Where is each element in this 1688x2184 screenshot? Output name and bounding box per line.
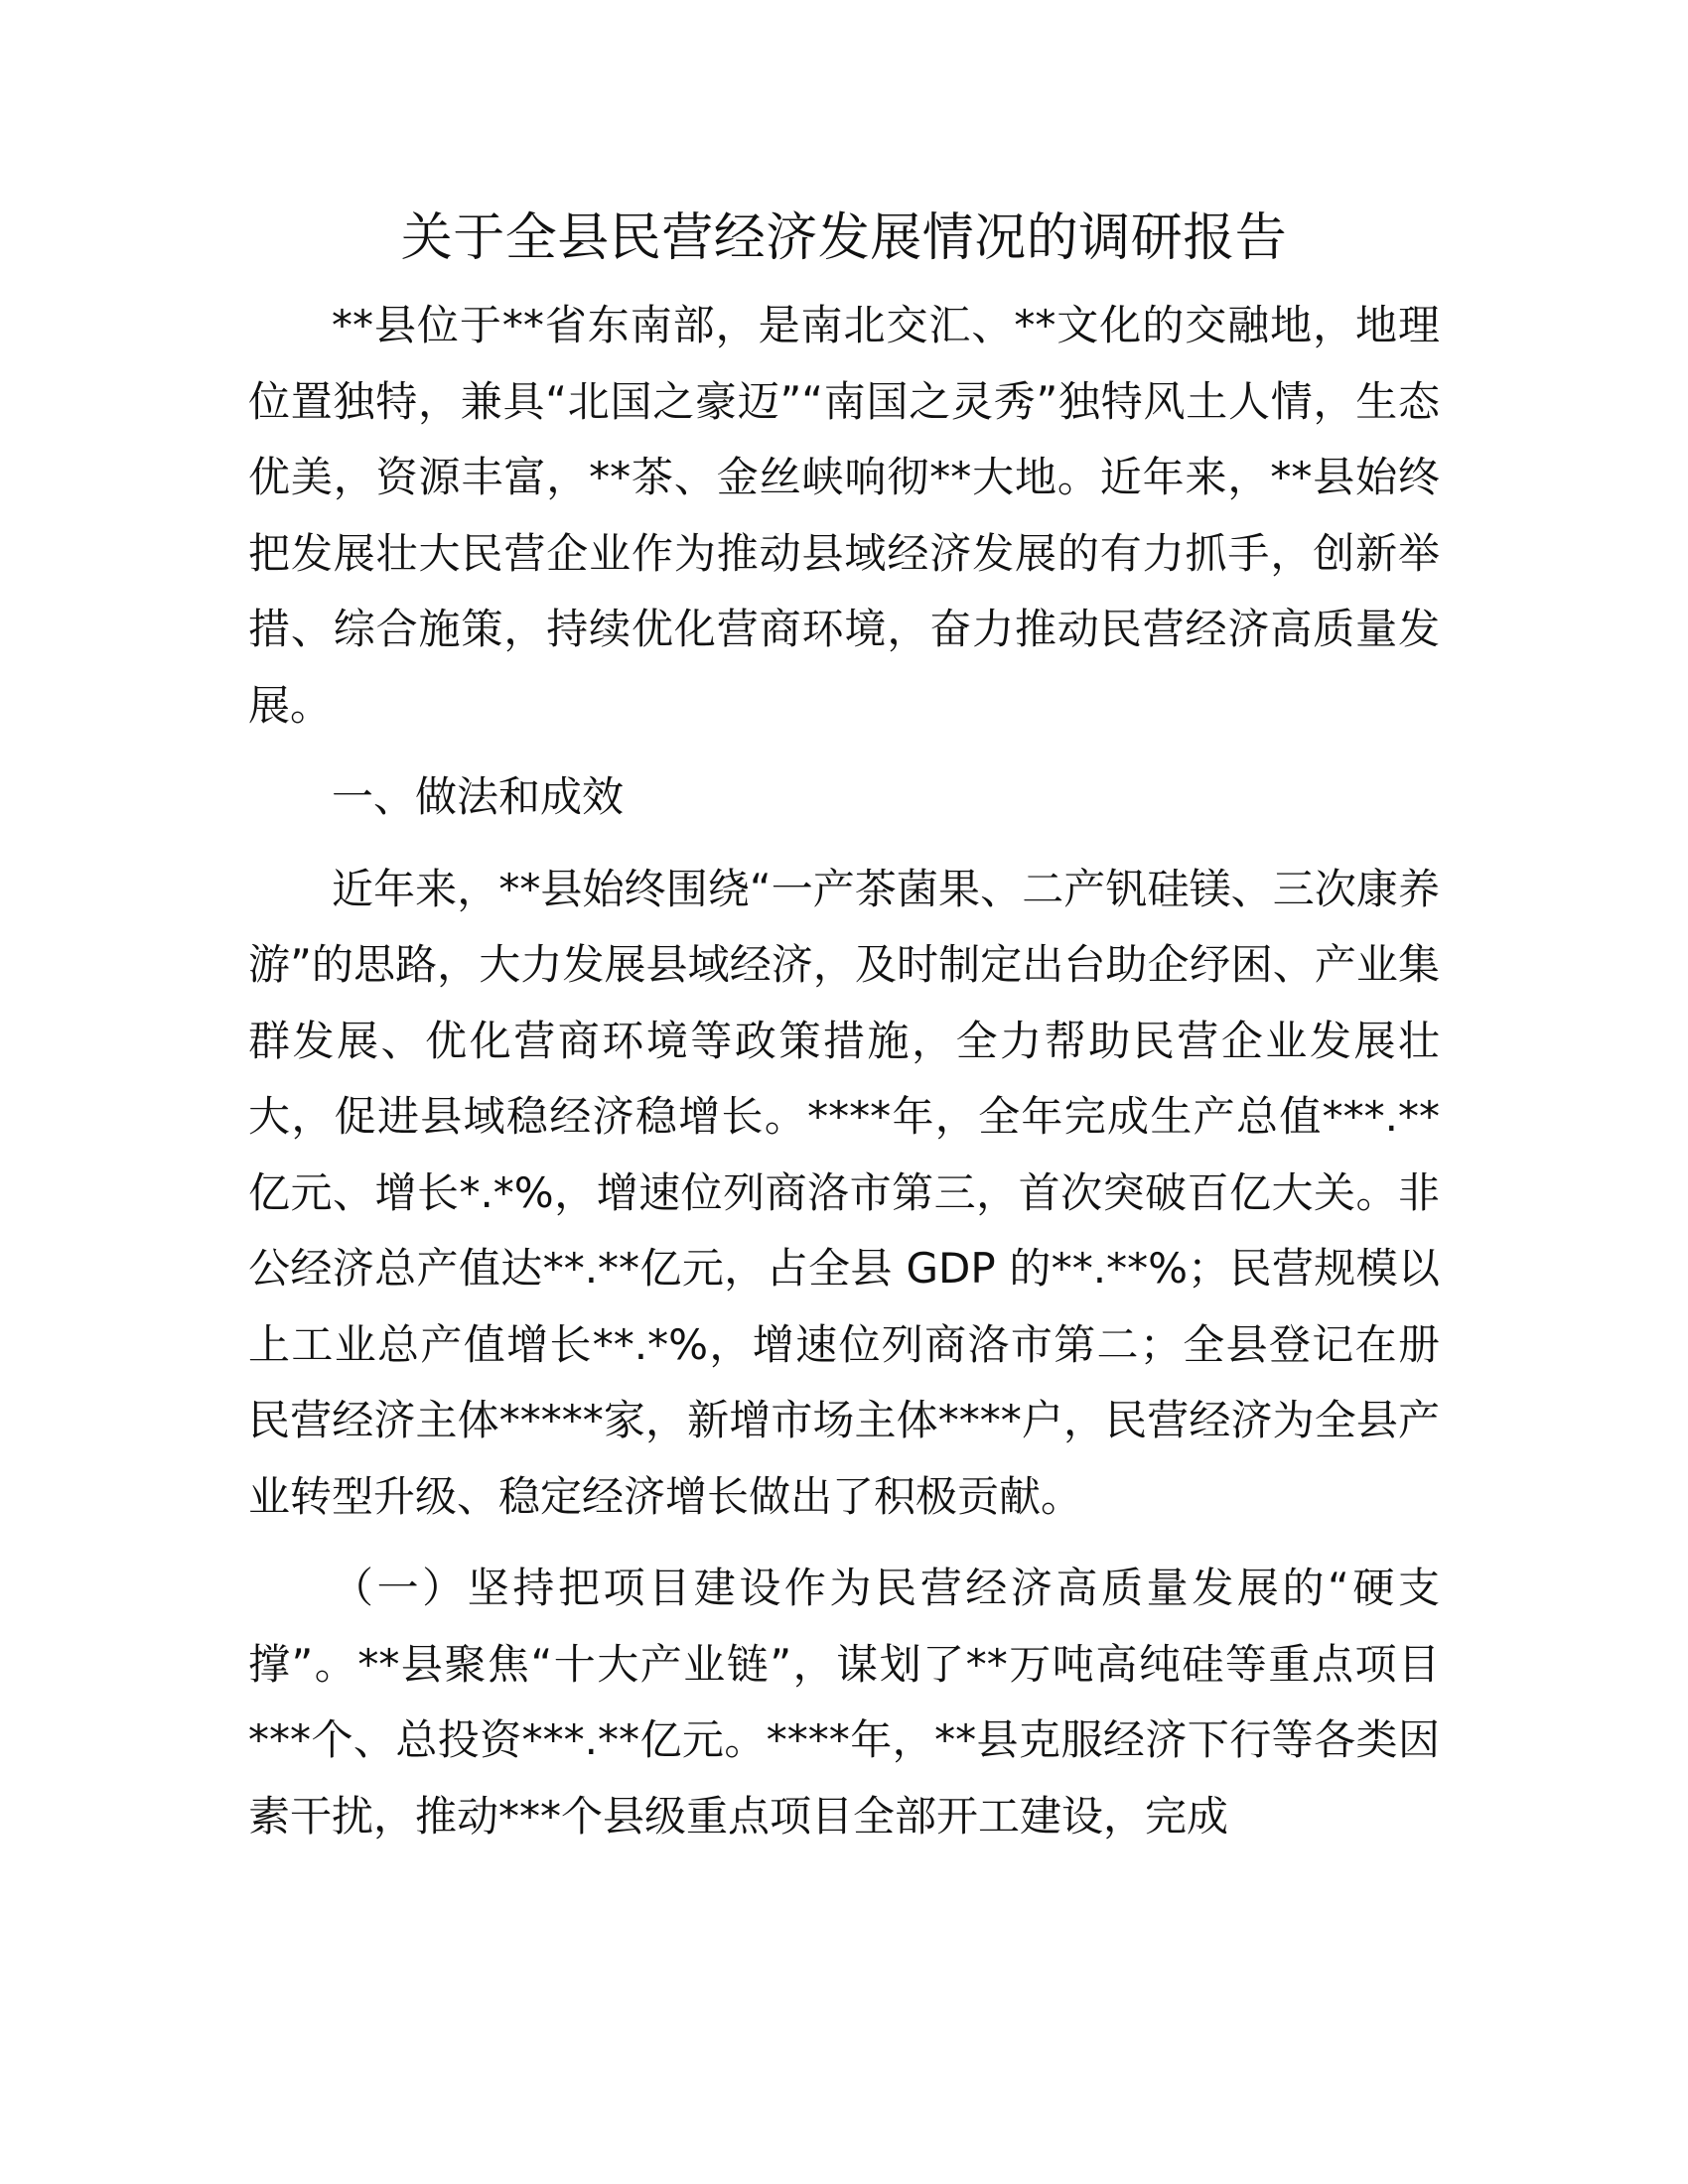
section-heading: 一、做法和成效 — [332, 772, 625, 821]
document-body — [248, 199, 1440, 1854]
intro-paragraph: **县位于**省东南部，是南北交汇、**文化的交融地，地理位置独特，兼具“北国之豪迈”“南国之灵秀”独特风土人情，生态优美，资源丰富，**茶、金丝峡响彻**大地。近年来，**县始终把发展壮大民营企业作为推动县域经济发展的有力抓手，创新举措、综合施策，持续优化营商环境，奋力推动民营经济高质量发展。 — [248, 301, 1440, 730]
spacer — [248, 278, 1440, 288]
spacer — [248, 1535, 1440, 1551]
spacer — [248, 744, 1440, 759]
subsection-paragraph: （一）坚持把项目建设作为民营经济高质量发展的“硬支撑”。**县聚焦“十大产业链”，谋划了**万吨高纯硅等重点项目***个、总投资***.**亿元。****年，**县克服经济下行等各类因素干扰，推动***个县级重点项目全部开工建设，完成 — [248, 1564, 1440, 1841]
section-paragraph: 近年来，**县始终围绕“一产茶菌果、二产钒硅镁、三次康养游”的思路，大力发展县域经济，及时制定出台助企纾困、产业集群发展、优化营商环境等政策措施，全力帮助民营企业发展壮大，促进县域稳经济稳增长。****年，全年完成生产总值***.**亿元、增长*.*%，增速位列商洛市第三，首次突破百亿大关。非公经济总产值达**.**亿元，占全县 GDP 的**.**%；民营规模以上工业总产值增长**.*%，增速位列商洛市第二；全县登记在册民营经济主体*****家，新增市场主体****户，民营经济为全县产业转型升级、稳定经济增长做出了积极贡献。 — [248, 864, 1440, 1521]
document-title: 关于全县民营经济发展情况的调研报告 — [400, 208, 1288, 268]
spacer — [248, 836, 1440, 852]
